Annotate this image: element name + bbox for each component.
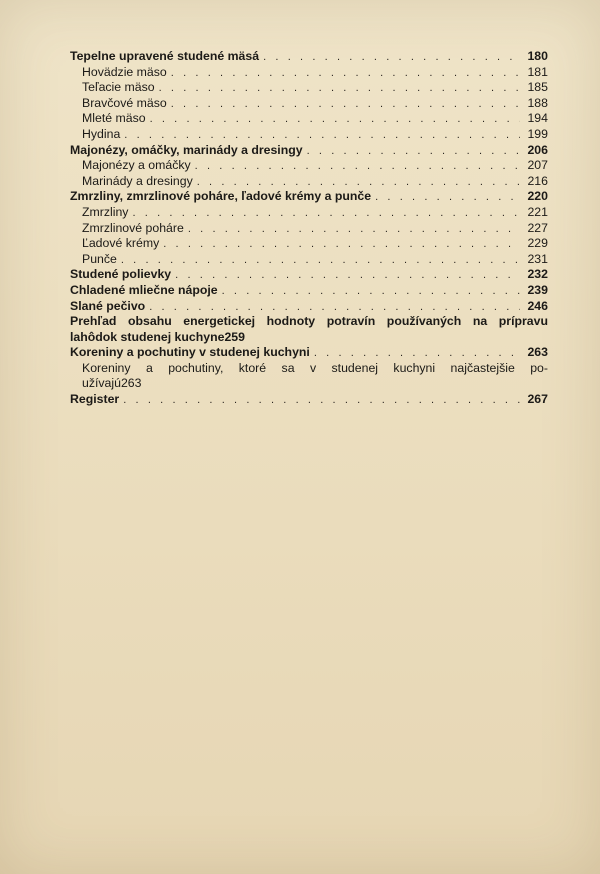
toc-entry [70, 65, 548, 81]
toc-page-number: 206 [527, 142, 548, 157]
dot-leader [163, 237, 520, 253]
toc-entry [70, 80, 548, 96]
toc-entry [70, 221, 548, 237]
toc-page-number: 259 [224, 329, 245, 344]
toc-page-number: 180 [527, 49, 548, 63]
dot-leader [307, 144, 520, 160]
toc-page-number: 246 [527, 298, 548, 313]
toc-entry [70, 127, 548, 143]
dot-leader [188, 222, 520, 238]
toc-entry [70, 283, 548, 299]
toc-entry [70, 252, 548, 268]
toc-entry [70, 392, 548, 408]
toc-entry-block-nutrition [70, 314, 548, 345]
toc-entry-text-line: užívajú [82, 376, 121, 391]
toc-entry-text: Slané pečivo [70, 298, 146, 313]
dot-leader [195, 159, 520, 175]
dot-leader [150, 112, 520, 128]
toc-entry-block-spices [70, 361, 548, 392]
toc-page-number: 207 [527, 158, 548, 173]
dot-leader [222, 284, 520, 300]
table-of-contents [70, 49, 548, 408]
dot-leader [121, 253, 520, 269]
toc-page-number: 232 [527, 267, 548, 282]
toc-page-number: 227 [527, 220, 548, 235]
toc-entry-text: Bravčové mäso [82, 95, 167, 110]
toc-entry [70, 158, 548, 174]
toc-entry-text: Mleté mäso [82, 111, 146, 126]
toc-entry [70, 174, 548, 190]
toc-page-number: 199 [527, 126, 548, 141]
toc-entry-text: Teľacie mäso [82, 80, 155, 95]
toc-entries [70, 49, 548, 314]
toc-entry [70, 96, 548, 112]
toc-page-number: 216 [527, 173, 548, 188]
dot-leader [159, 81, 520, 97]
toc-entry [70, 299, 548, 315]
toc-entry-text-line: lahôdok studenej kuchyne [70, 329, 225, 344]
toc-page-number: 185 [527, 80, 548, 95]
toc-entry-text: Ľadové krémy [82, 236, 160, 251]
dot-leader [132, 206, 520, 222]
toc-entry-text: Hovädzie mäso [82, 64, 167, 79]
dot-leader [263, 50, 520, 66]
dot-leader [149, 300, 520, 316]
toc-entry-text: Koreniny a pochutiny v studenej kuchyni [70, 345, 310, 360]
dot-leader [197, 175, 520, 191]
dot-leader [175, 268, 520, 284]
toc-page-number: 239 [527, 282, 548, 297]
dot-leader [314, 346, 520, 362]
toc-page-number: 229 [527, 236, 548, 251]
dot-leader [375, 190, 520, 206]
toc-entry-text-line: Koreniny a pochutiny, ktoré sa v studenej kuchyni najčastejšie po- [82, 360, 548, 375]
toc-entry [70, 49, 548, 65]
toc-entry-text: Zmrzliny, zmrzlinové poháre, ľadové krémy a punče [70, 189, 372, 204]
toc-page-number: 267 [527, 392, 548, 407]
dot-leader [171, 97, 520, 113]
toc-entry-text: Majonézy a omáčky [82, 158, 191, 173]
toc-page-number: 263 [527, 345, 548, 360]
toc-entry-text: Studené polievky [70, 267, 172, 282]
toc-entry [70, 205, 548, 221]
toc-entry [70, 189, 548, 205]
toc-entry-text: Zmrzlinové poháre [82, 220, 184, 235]
toc-entry [70, 345, 548, 361]
toc-page-number: 221 [527, 204, 548, 219]
toc-entry [70, 267, 548, 283]
dot-leader [123, 393, 520, 409]
toc-entry [70, 143, 548, 159]
dot-leader [171, 66, 520, 82]
toc-page-number: 220 [527, 189, 548, 204]
toc-entry-text: Hydina [82, 126, 121, 141]
toc-page-number: 231 [527, 251, 548, 266]
toc-entry-text: Chladené mliečne nápoje [70, 282, 218, 297]
toc-entry [70, 236, 548, 252]
toc-entry-text-line: Prehľad obsahu energetickej hodnoty potravín používaných na prípravu [70, 314, 548, 329]
toc-entry-text: Marinády a dresingy [82, 173, 193, 188]
toc-entry [70, 111, 548, 127]
toc-entry-text: Tepelne upravené studené mäsá [70, 49, 260, 63]
toc-page-number: 194 [527, 111, 548, 126]
toc-page-number: 263 [120, 376, 142, 391]
toc-entry-text: Register [70, 392, 120, 407]
dot-leader [124, 128, 520, 144]
toc-page-number: 181 [527, 64, 548, 79]
toc-entry-text: Zmrzliny [82, 204, 129, 219]
toc-entry-text: Punče [82, 251, 117, 266]
toc-page-number: 188 [527, 95, 548, 110]
toc-entry-text: Majonézy, omáčky, marinády a dresingy [70, 142, 303, 157]
